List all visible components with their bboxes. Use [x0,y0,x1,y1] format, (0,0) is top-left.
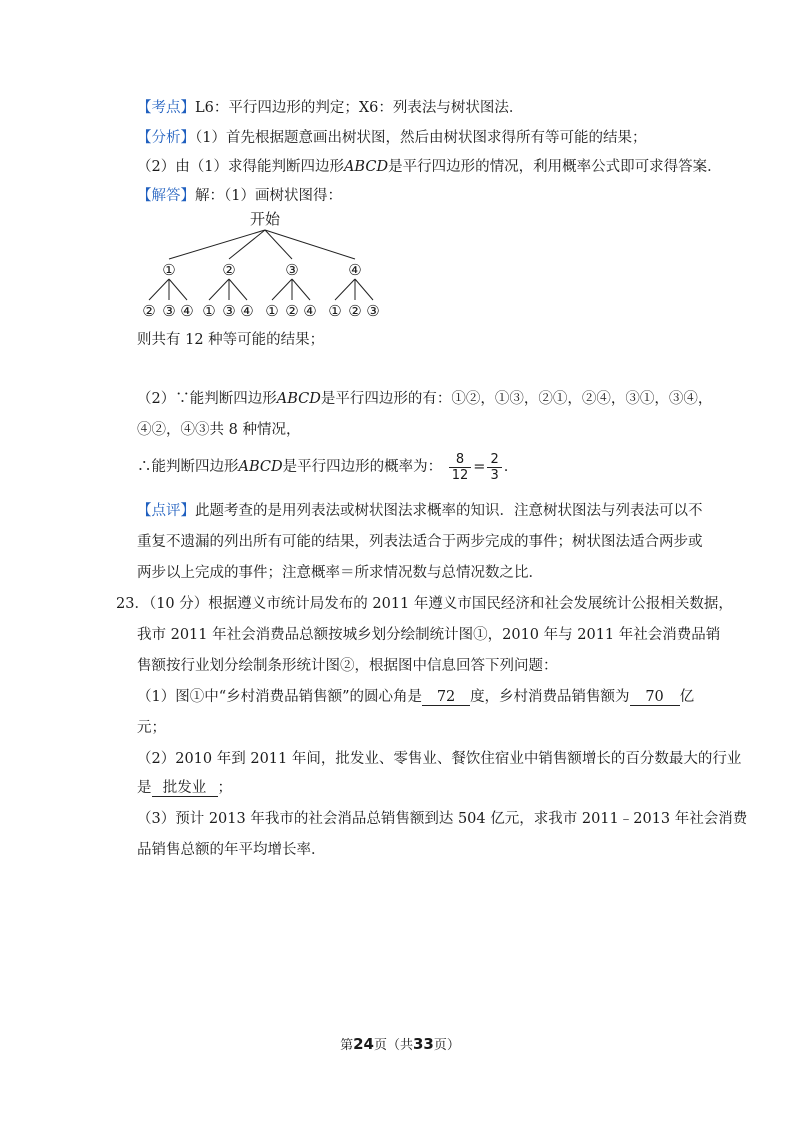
tree-branch-line [355,279,373,300]
fraction-denominator: 3 [490,467,499,483]
fenxi-tag: 【分析】 [137,130,195,146]
fenxi-line-2 [137,157,722,177]
q23-sub1-line-1 [137,687,694,707]
dianping-text-1: 此题考查的是用列表法或树状图法求概率的知识．注意树状图法与列表法可以不 [195,503,703,519]
tree-level1-node: ① [162,261,176,279]
page-total: 33 [413,1035,434,1053]
q23-line-1: 23．（10 分）根据遵义市统计局发布的 2011 年遵义市国民经济和社会发展统计公报相关数据， [116,596,733,612]
q23-sub2-line-1: （2）2010 年到 2011 年间，批发业、零售业、餐饮住宿业中销售额增长的百分数最大的行业 [137,751,742,767]
answer-blank-amount: 70 [630,689,680,706]
part2-line1-suffix: 是平行四边形的有：①②，①③，②①，②④，③①，③④， [320,391,713,407]
q23-sub1-suffix: 亿 [679,689,695,705]
equals-sign: = [473,459,486,475]
answer-blank-angle: 72 [422,689,470,706]
kaodian-tag: 【考点】 [137,100,195,116]
tree-level2-node: ③ [366,302,380,320]
tree-level2-node: ② [142,302,156,320]
fraction-2-3 [487,452,501,483]
jieda-line [137,186,342,206]
dianping-tag: 【点评】 [137,503,195,519]
part2-line3-suffix: 是平行四边形的概率为： [282,459,443,475]
kaodian-text: L6：平行四边形的判定；X6：列表法与树状图法． [195,100,524,116]
part2-var-1: ABCD [276,391,321,407]
tree-branch-line [169,230,265,259]
q23-sub1-line-2: 元； [137,720,166,736]
q23-line-2: 我市 2011 年社会消费品总额按城乡划分绘制统计图①，2010 年与 2011 年社会消费品销 [137,627,721,643]
tree-level2-node: ③ [222,302,236,320]
tree-branch-line [229,279,247,300]
footer-mid: 页（共 [373,1038,413,1053]
fraction-numerator: 8 [449,452,472,468]
kaodian-line [137,98,523,118]
tree-level1-node: ③ [285,261,299,279]
result-line: 则共有 12 种等可能的结果； [137,332,325,348]
footer-post: 页） [433,1038,460,1053]
fenxi-line2-var: ABCD [343,159,389,175]
tree-branch-line [292,279,310,300]
tree-branch-line [169,279,187,300]
page-footer [0,1034,800,1053]
part2-line1-prefix: （2）∵能判断四边形 [137,391,277,407]
tree-level2-node: ① [328,302,342,320]
q23-sub3-line-1: （3）预计 2013 年我市的社会消品总销售额到达 504 亿元，求我市 2011﹣2013 年社会消费 [137,811,748,827]
q23-sub2-line-2 [137,778,232,798]
jieda-tag: 【解答】 [137,188,195,204]
period: . [503,459,509,475]
part2-line-3 [137,450,508,484]
tree-level2-node: ④ [240,302,254,320]
tree-level2-node: ② [348,302,362,320]
fraction-denominator: 12 [451,467,469,483]
tree-level2-node: ① [265,302,279,320]
footer-pre: 第 [340,1038,354,1053]
tree-level2-node: ③ [162,302,176,320]
tree-level1-node: ② [222,261,236,279]
q23-sub3-line-2: 品销售总额的年平均增长率． [137,842,326,858]
fenxi-line-1 [137,128,646,148]
page-number: 24 [353,1035,374,1053]
tree-level2-node: ② [285,302,299,320]
part2-var-2: ABCD [238,459,283,475]
tree-branch-line [149,279,169,300]
fenxi-line2-suffix: 是平行四边形的情况，利用概率公式即可求得答案． [388,159,722,175]
jieda-text: 解：（1）画树状图得： [195,188,342,204]
q23-sub1-prefix: （1）图①中“乡村消费品销售额”的圆心角是 [137,689,423,705]
part2-line-2: ④②，④③共 8 种情况， [137,422,301,438]
tree-branch-line [229,230,265,259]
tree-level2-node: ④ [303,302,317,320]
tree-branch-line [335,279,355,300]
q23-sub2-prefix: 是 [137,780,152,796]
tree-level1-node: ④ [348,261,362,279]
dianping-line-3: 两步以上完成的事件；注意概率＝所求情况数与总情况数之比． [137,565,543,581]
q23-sub1-mid: 度，乡村消费品销售额为 [470,689,630,705]
tree-branch-line [209,279,229,300]
q23-line-3: 售额按行业划分绘制条形统计图②，根据图中信息回答下列问题： [137,658,558,674]
fenxi-text-1: （1）首先根据题意画出树状图，然后由树状图求得所有等可能的结果； [195,130,647,146]
part2-line3-prefix: ∴能判断四边形 [137,459,239,475]
tree-root-label: 开始 [249,210,281,228]
tree-level2-node: ① [202,302,216,320]
part2-line-1 [137,389,712,409]
dianping-line-2: 重复不遗漏的列出所有可能的结果，列表法适合于两步完成的事件；树状图法适合两步或 [137,534,703,550]
fraction-8-12 [449,452,472,483]
fraction-numerator: 2 [487,452,501,468]
answer-blank-industry: 批发业 [152,780,218,797]
fenxi-line2-prefix: （2）由（1）求得能判断四边形 [137,159,344,175]
dianping-line-1 [137,501,703,521]
tree-branch-line [272,279,292,300]
q23-sub2-suffix: ； [217,780,232,796]
tree-diagram [135,208,395,328]
tree-level2-node: ④ [180,302,194,320]
